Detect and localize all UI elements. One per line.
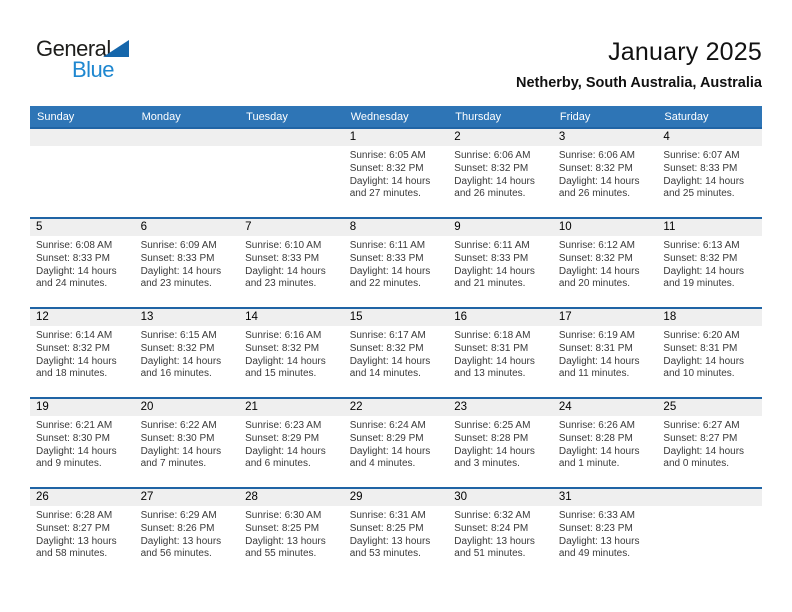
- daylight-text-cont: and 18 minutes.: [36, 368, 108, 380]
- day-number: 18: [657, 309, 762, 326]
- sunrise-text: Sunrise: 6:29 AM: [140, 510, 217, 521]
- sunset-text: Sunset: 8:32 PM: [349, 162, 424, 174]
- daylight-text: Daylight: 14 hours: [663, 355, 745, 367]
- daylight-text: Daylight: 14 hours: [454, 355, 535, 367]
- day-number: 31: [553, 489, 658, 506]
- daylight-text: Daylight: 14 hours: [558, 445, 640, 457]
- sunset-text: Sunset: 8:33 PM: [36, 252, 110, 264]
- sunset-text: Sunset: 8:32 PM: [349, 342, 424, 354]
- daylight-text-cont: and 9 minutes.: [36, 458, 102, 470]
- day-cell-25: [657, 399, 762, 487]
- daylight-text-cont: and 4 minutes.: [349, 458, 416, 470]
- page-subtitle: Netherby, South Australia, Australia: [515, 75, 762, 91]
- daylight-text-cont: and 21 minutes.: [454, 278, 526, 290]
- calendar-body: [30, 127, 762, 577]
- day-cell-23: [448, 399, 553, 487]
- day-cell-30: [448, 489, 553, 577]
- sunset-text: Sunset: 8:31 PM: [663, 342, 738, 354]
- day-number: 7: [239, 219, 344, 236]
- day-cell-empty: [239, 129, 344, 217]
- daylight-text-cont: and 15 minutes.: [245, 368, 317, 380]
- sunrise-text: Sunrise: 6:11 AM: [454, 240, 530, 251]
- daylight-text: Daylight: 13 hours: [245, 535, 326, 547]
- sunset-text: Sunset: 8:24 PM: [454, 522, 529, 534]
- daylight-text-cont: and 3 minutes.: [454, 458, 520, 470]
- day-number: 15: [344, 309, 449, 326]
- daylight-text-cont: and 11 minutes.: [558, 368, 630, 380]
- logo-triangle-icon: [103, 40, 129, 57]
- sunrise-text: Sunrise: 6:08 AM: [36, 240, 113, 251]
- sunset-text: Sunset: 8:23 PM: [558, 522, 633, 534]
- sunrise-text: Sunrise: 6:25 AM: [454, 420, 531, 431]
- daylight-text-cont: and 7 minutes.: [140, 458, 207, 470]
- sunrise-text: Sunrise: 6:20 AM: [663, 330, 740, 341]
- sunset-text: Sunset: 8:32 PM: [36, 342, 110, 354]
- day-number: 25: [657, 399, 762, 416]
- day-cell-29: [344, 489, 449, 577]
- day-cell-empty: [30, 129, 135, 217]
- daylight-text: Daylight: 13 hours: [36, 535, 117, 547]
- daylight-text-cont: and 49 minutes.: [558, 548, 631, 560]
- sunrise-text: Sunrise: 6:13 AM: [663, 240, 740, 251]
- day-cell-13: [135, 309, 240, 397]
- day-number: 22: [344, 399, 449, 416]
- day-cell-8: [344, 219, 449, 307]
- sunrise-text: Sunrise: 6:05 AM: [349, 150, 426, 161]
- day-number: 30: [448, 489, 553, 506]
- daylight-text: Daylight: 14 hours: [36, 445, 117, 457]
- day-cell-14: [239, 309, 344, 397]
- sunset-text: Sunset: 8:31 PM: [558, 342, 633, 354]
- day-cell-3: [553, 129, 658, 217]
- sunrise-text: Sunrise: 6:23 AM: [245, 420, 322, 431]
- daylight-text: Daylight: 14 hours: [245, 445, 326, 457]
- sunrise-text: Sunrise: 6:17 AM: [349, 330, 426, 341]
- sunrise-text: Sunrise: 6:07 AM: [663, 150, 740, 161]
- day-number: 5: [30, 219, 135, 236]
- day-cell-10: [553, 219, 658, 307]
- day-number: 20: [135, 399, 240, 416]
- daylight-text: Daylight: 14 hours: [663, 175, 745, 187]
- day-cell-26: [30, 489, 135, 577]
- sunrise-text: Sunrise: 6:22 AM: [140, 420, 217, 431]
- day-number: 23: [448, 399, 553, 416]
- sunset-text: Sunset: 8:25 PM: [245, 522, 320, 534]
- day-cell-24: [553, 399, 658, 487]
- sunset-text: Sunset: 8:29 PM: [245, 432, 320, 444]
- day-cell-5: [30, 219, 135, 307]
- sunrise-text: Sunrise: 6:32 AM: [454, 510, 531, 521]
- week-row-5: [30, 487, 762, 577]
- generalblue-logo: [30, 36, 160, 86]
- daylight-text: Daylight: 14 hours: [454, 175, 535, 187]
- sunrise-text: Sunrise: 6:27 AM: [663, 420, 740, 431]
- daylight-text: Daylight: 14 hours: [663, 265, 745, 277]
- sunset-text: Sunset: 8:32 PM: [140, 342, 215, 354]
- day-cell-empty: [135, 129, 240, 217]
- daylight-text: Daylight: 14 hours: [663, 445, 745, 457]
- day-cell-1: [344, 129, 449, 217]
- day-cell-21: [239, 399, 344, 487]
- day-number: 2: [448, 129, 553, 146]
- daylight-text: Daylight: 14 hours: [454, 265, 535, 277]
- day-number: 6: [135, 219, 240, 236]
- sunrise-text: Sunrise: 6:09 AM: [140, 240, 217, 251]
- day-cell-31: [553, 489, 658, 577]
- day-number: 11: [657, 219, 762, 236]
- daylight-text: Daylight: 14 hours: [245, 265, 326, 277]
- daylight-text: Daylight: 14 hours: [140, 355, 222, 367]
- sunset-text: Sunset: 8:32 PM: [558, 252, 633, 264]
- day-cell-7: [239, 219, 344, 307]
- daylight-text-cont: and 19 minutes.: [663, 278, 735, 290]
- sunset-text: Sunset: 8:32 PM: [454, 162, 529, 174]
- day-number: [30, 129, 135, 146]
- sunset-text: Sunset: 8:25 PM: [349, 522, 424, 534]
- daylight-text-cont: and 6 minutes.: [245, 458, 311, 470]
- sunset-text: Sunset: 8:32 PM: [663, 252, 738, 264]
- daylight-text: Daylight: 14 hours: [245, 355, 326, 367]
- sunrise-text: Sunrise: 6:19 AM: [558, 330, 635, 341]
- daylight-text: Daylight: 14 hours: [140, 445, 222, 457]
- day-header-friday: Friday: [559, 110, 591, 123]
- day-number: 10: [553, 219, 658, 236]
- day-number: 27: [135, 489, 240, 506]
- sunrise-text: Sunrise: 6:06 AM: [558, 150, 635, 161]
- daylight-text: Daylight: 14 hours: [558, 175, 640, 187]
- sunrise-text: Sunrise: 6:12 AM: [558, 240, 635, 251]
- daylight-text-cont: and 1 minute.: [558, 458, 620, 470]
- day-number: 4: [657, 129, 762, 146]
- sunset-text: Sunset: 8:27 PM: [36, 522, 110, 534]
- week-row-1: [30, 127, 762, 217]
- day-number: 14: [239, 309, 344, 326]
- day-cell-19: [30, 399, 135, 487]
- sunset-text: Sunset: 8:33 PM: [454, 252, 529, 264]
- sunrise-text: Sunrise: 6:24 AM: [349, 420, 426, 431]
- sunset-text: Sunset: 8:28 PM: [454, 432, 529, 444]
- sunrise-text: Sunrise: 6:21 AM: [36, 420, 113, 431]
- day-cell-2: [448, 129, 553, 217]
- daylight-text-cont: and 0 minutes.: [663, 458, 730, 470]
- daylight-text-cont: and 51 minutes.: [454, 548, 526, 560]
- sunset-text: Sunset: 8:33 PM: [140, 252, 215, 264]
- sunset-text: Sunset: 8:28 PM: [558, 432, 633, 444]
- daylight-text: Daylight: 14 hours: [454, 445, 535, 457]
- day-cell-9: [448, 219, 553, 307]
- sunrise-text: Sunrise: 6:10 AM: [245, 240, 322, 251]
- daylight-text: Daylight: 13 hours: [454, 535, 535, 547]
- day-cell-4: [657, 129, 762, 217]
- sunrise-text: Sunrise: 6:16 AM: [245, 330, 322, 341]
- sunrise-text: Sunrise: 6:31 AM: [349, 510, 426, 521]
- week-row-3: [30, 307, 762, 397]
- day-number: 1: [344, 129, 449, 146]
- day-number: [135, 129, 240, 146]
- daylight-text: Daylight: 14 hours: [36, 265, 117, 277]
- sunset-text: Sunset: 8:33 PM: [663, 162, 738, 174]
- daylight-text-cont: and 14 minutes.: [349, 368, 421, 380]
- day-cell-28: [239, 489, 344, 577]
- sunrise-text: Sunrise: 6:15 AM: [140, 330, 217, 341]
- daylight-text-cont: and 23 minutes.: [140, 278, 212, 290]
- daylight-text-cont: and 53 minutes.: [349, 548, 421, 560]
- day-cell-11: [657, 219, 762, 307]
- day-number: 17: [553, 309, 658, 326]
- day-header-tuesday: Tuesday: [246, 110, 288, 123]
- sunrise-text: Sunrise: 6:33 AM: [558, 510, 635, 521]
- day-number: 26: [30, 489, 135, 506]
- day-number: 9: [448, 219, 553, 236]
- logo-text-general: General: [36, 36, 111, 61]
- daylight-text: Daylight: 14 hours: [349, 265, 431, 277]
- day-number: 21: [239, 399, 344, 416]
- daylight-text: Daylight: 13 hours: [558, 535, 640, 547]
- daylight-text-cont: and 27 minutes.: [349, 188, 421, 200]
- daylight-text: Daylight: 14 hours: [349, 355, 431, 367]
- sunset-text: Sunset: 8:27 PM: [663, 432, 738, 444]
- weekday-header-row: [30, 106, 762, 127]
- day-number: 28: [239, 489, 344, 506]
- day-cell-16: [448, 309, 553, 397]
- day-cell-20: [135, 399, 240, 487]
- logo-text-blue: Blue: [72, 57, 115, 82]
- daylight-text: Daylight: 14 hours: [349, 445, 431, 457]
- sunset-text: Sunset: 8:31 PM: [454, 342, 529, 354]
- day-header-wednesday: Wednesday: [350, 110, 409, 123]
- day-number: 12: [30, 309, 135, 326]
- daylight-text: Daylight: 14 hours: [36, 355, 117, 367]
- daylight-text-cont: and 56 minutes.: [140, 548, 212, 560]
- daylight-text: Daylight: 14 hours: [140, 265, 222, 277]
- daylight-text: Daylight: 13 hours: [140, 535, 222, 547]
- sunset-text: Sunset: 8:32 PM: [245, 342, 320, 354]
- sunset-text: Sunset: 8:33 PM: [349, 252, 424, 264]
- week-row-4: [30, 397, 762, 487]
- daylight-text-cont: and 58 minutes.: [36, 548, 108, 560]
- sunset-text: Sunset: 8:30 PM: [140, 432, 215, 444]
- day-number: 3: [553, 129, 658, 146]
- day-cell-6: [135, 219, 240, 307]
- daylight-text-cont: and 26 minutes.: [454, 188, 526, 200]
- sunset-text: Sunset: 8:26 PM: [140, 522, 215, 534]
- day-number: 8: [344, 219, 449, 236]
- day-cell-22: [344, 399, 449, 487]
- day-cell-empty: [657, 489, 762, 577]
- day-cell-27: [135, 489, 240, 577]
- page-title: January 2025: [608, 38, 762, 66]
- daylight-text-cont: and 26 minutes.: [558, 188, 631, 200]
- daylight-text: Daylight: 14 hours: [558, 265, 640, 277]
- daylight-text: Daylight: 14 hours: [558, 355, 640, 367]
- sunset-text: Sunset: 8:29 PM: [349, 432, 424, 444]
- day-cell-17: [553, 309, 658, 397]
- sunset-text: Sunset: 8:32 PM: [558, 162, 633, 174]
- day-number: 13: [135, 309, 240, 326]
- sunset-text: Sunset: 8:30 PM: [36, 432, 110, 444]
- day-header-monday: Monday: [141, 110, 181, 123]
- calendar-table: [30, 106, 762, 577]
- day-number: 24: [553, 399, 658, 416]
- sunrise-text: Sunrise: 6:06 AM: [454, 150, 531, 161]
- daylight-text-cont: and 55 minutes.: [245, 548, 317, 560]
- daylight-text-cont: and 16 minutes.: [140, 368, 212, 380]
- daylight-text-cont: and 20 minutes.: [558, 278, 631, 290]
- daylight-text-cont: and 25 minutes.: [663, 188, 735, 200]
- day-number: [657, 489, 762, 506]
- sunrise-text: Sunrise: 6:28 AM: [36, 510, 113, 521]
- sunrise-text: Sunrise: 6:14 AM: [36, 330, 113, 341]
- day-cell-18: [657, 309, 762, 397]
- title-block: [516, 38, 762, 91]
- sunrise-text: Sunrise: 6:30 AM: [245, 510, 322, 521]
- day-number: 29: [344, 489, 449, 506]
- day-number: [239, 129, 344, 146]
- day-number: 16: [448, 309, 553, 326]
- daylight-text-cont: and 13 minutes.: [454, 368, 526, 380]
- day-header-thursday: Thursday: [455, 110, 502, 123]
- day-number: 19: [30, 399, 135, 416]
- sunset-text: Sunset: 8:33 PM: [245, 252, 320, 264]
- daylight-text-cont: and 23 minutes.: [245, 278, 317, 290]
- daylight-text-cont: and 24 minutes.: [36, 278, 108, 290]
- day-header-saturday: Saturday: [664, 110, 709, 123]
- day-cell-12: [30, 309, 135, 397]
- sunrise-text: Sunrise: 6:11 AM: [349, 240, 426, 251]
- daylight-text: Daylight: 13 hours: [349, 535, 431, 547]
- day-header-sunday: Sunday: [37, 110, 75, 123]
- sunrise-text: Sunrise: 6:26 AM: [558, 420, 635, 431]
- daylight-text-cont: and 22 minutes.: [349, 278, 421, 290]
- sunrise-text: Sunrise: 6:18 AM: [454, 330, 531, 341]
- daylight-text: Daylight: 14 hours: [349, 175, 431, 187]
- week-row-2: [30, 217, 762, 307]
- daylight-text-cont: and 10 minutes.: [663, 368, 735, 380]
- day-cell-15: [344, 309, 449, 397]
